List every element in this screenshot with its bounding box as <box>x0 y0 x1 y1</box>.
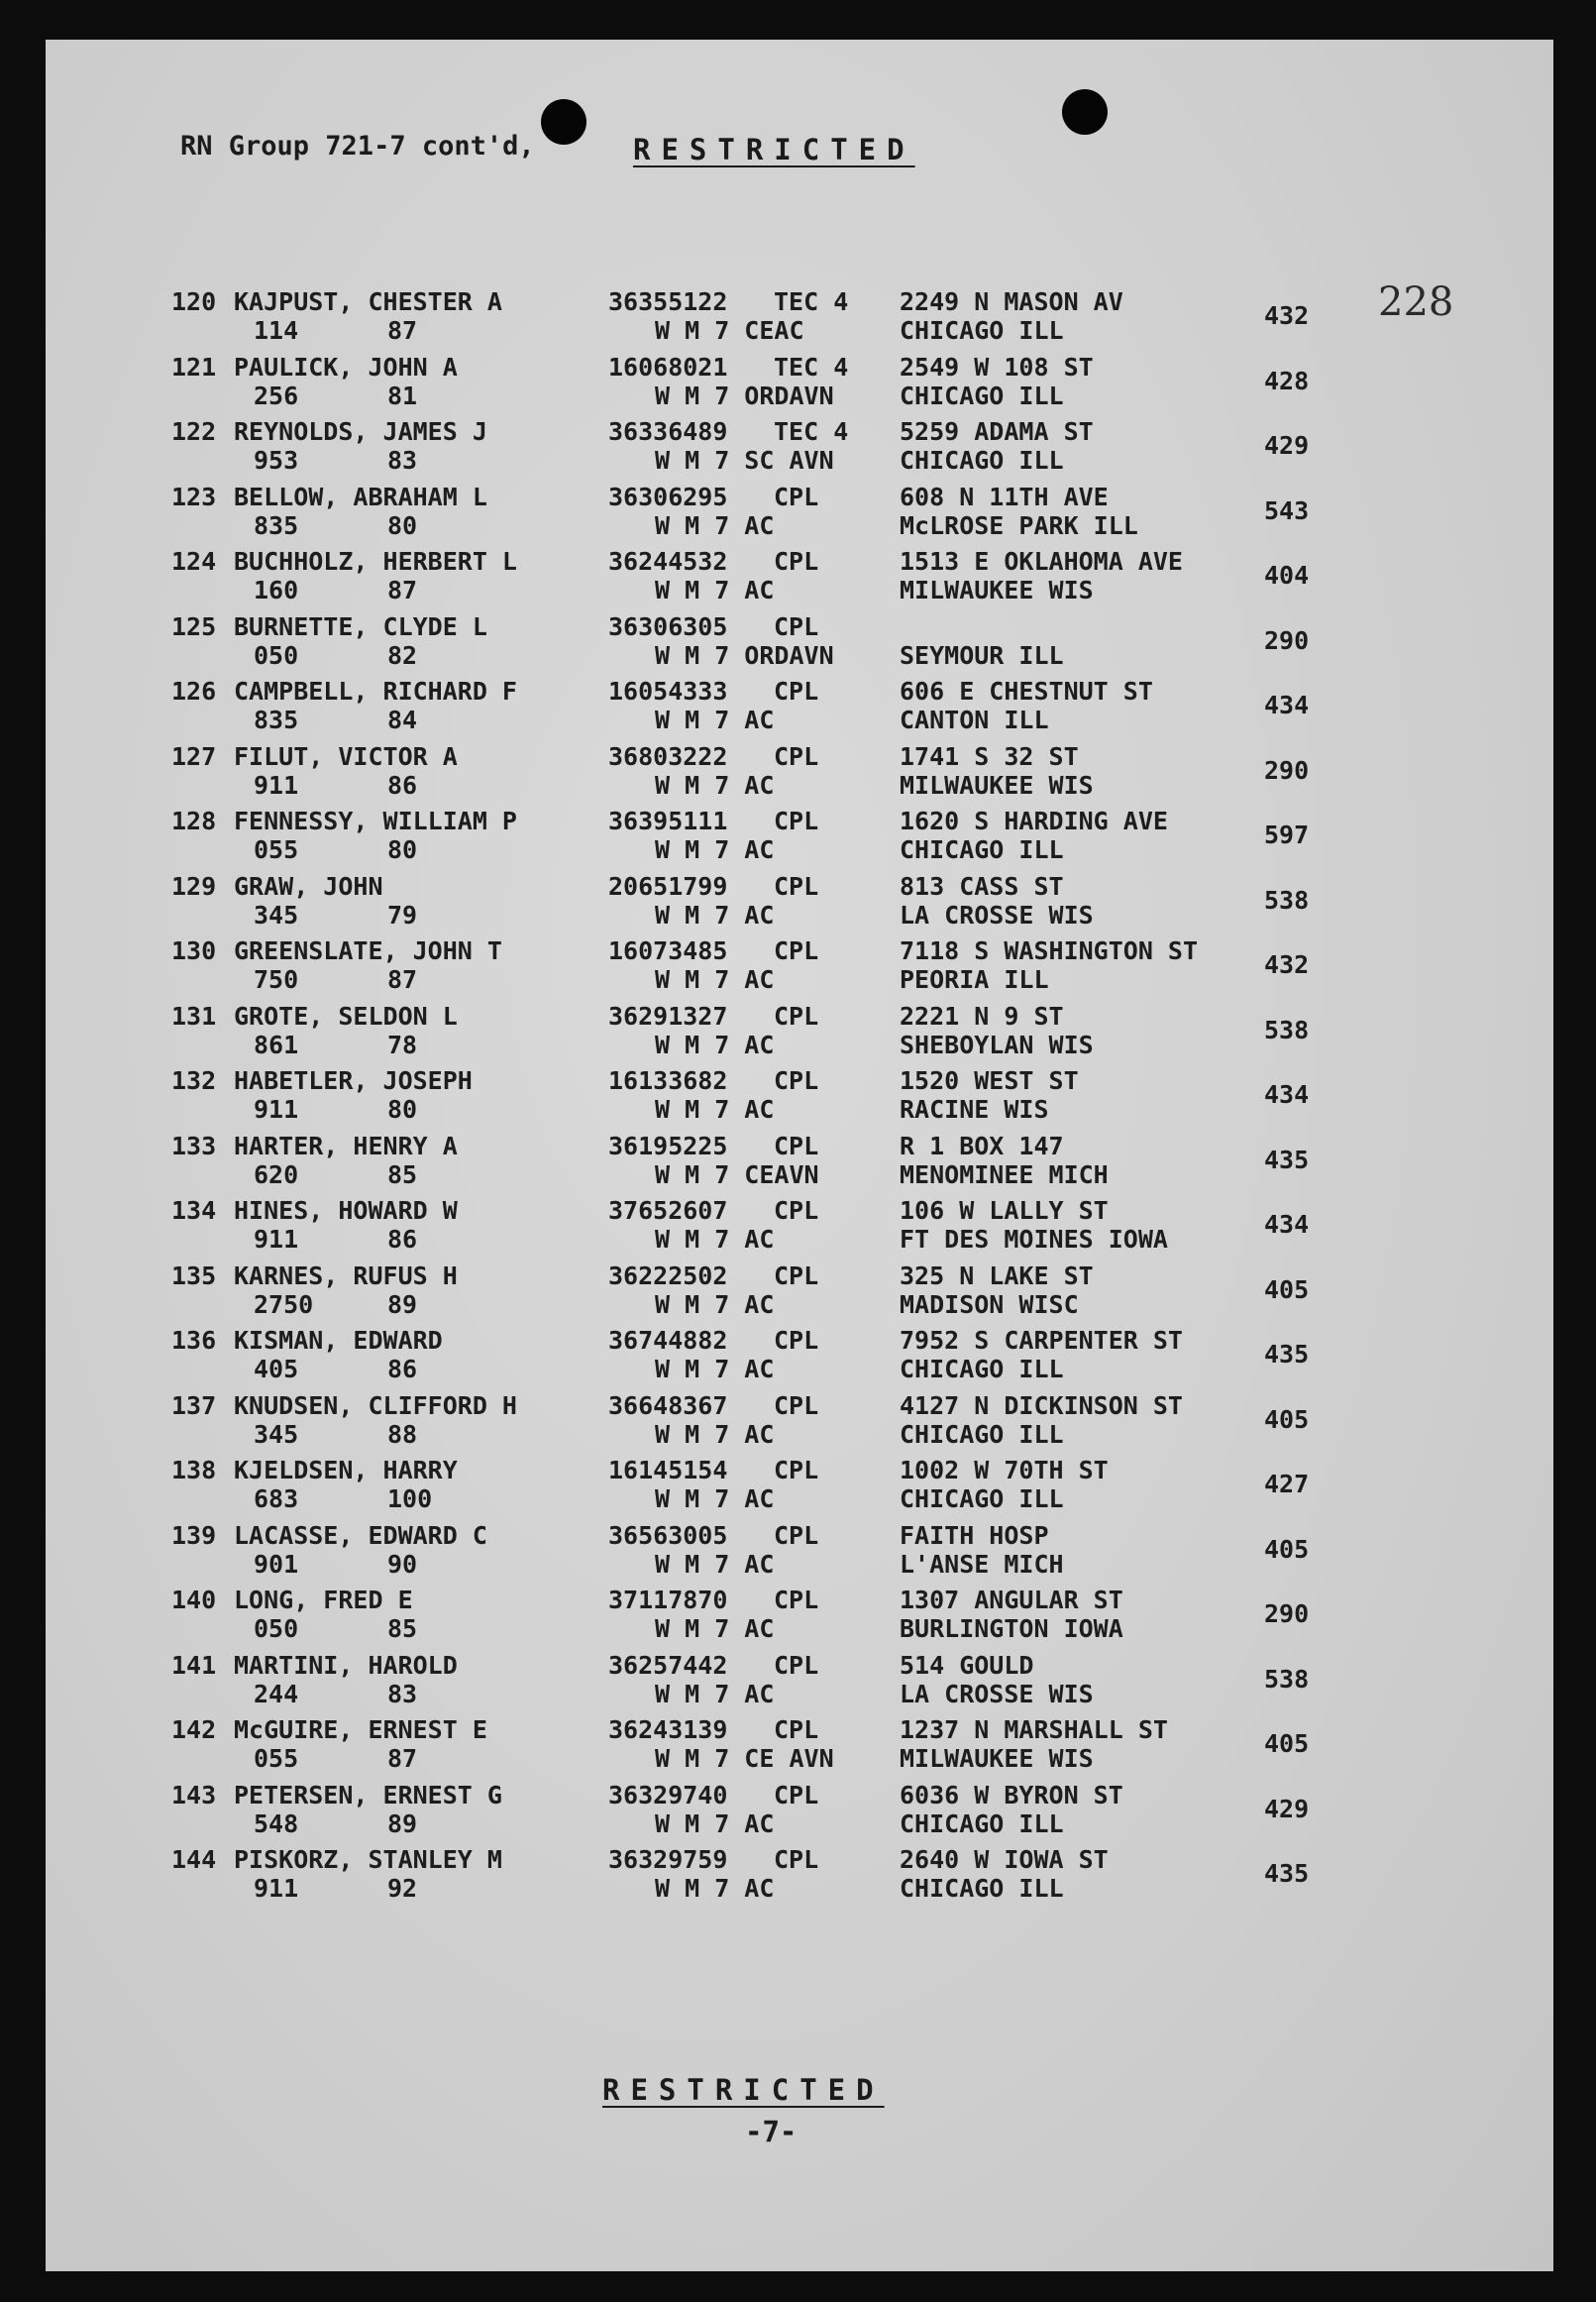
entry-address-line2: SEYMOUR ILL <box>900 640 1064 670</box>
entry-unit: W M 7 SC AVN <box>655 446 834 475</box>
entry-code-b: 85 <box>387 1159 418 1189</box>
entry-number: 139 <box>171 1520 217 1550</box>
entry-address-line2: BURLINGTON IOWA <box>900 1614 1123 1643</box>
entry-name: KISMAN, EDWARD <box>234 1326 443 1355</box>
entry-address-line1: 2640 W IOWA ST <box>900 1845 1109 1874</box>
entry-code-a: 114 <box>254 316 299 345</box>
entry-number: 142 <box>171 1715 217 1744</box>
entry-serial: 36355122 <box>608 287 728 316</box>
entry-code-a: 953 <box>254 446 299 475</box>
classification-header: RESTRICTED <box>633 133 915 166</box>
entry-address-line1: 106 W LALLY ST <box>900 1196 1109 1225</box>
entry-rank: CPL <box>774 547 819 576</box>
entry-name: KARNES, RUFUS H <box>234 1261 458 1290</box>
entry-code: 290 <box>1264 755 1310 785</box>
entry-address-line2: MILWAUKEE WIS <box>900 770 1094 800</box>
entry-code-a: 345 <box>254 900 299 930</box>
entry-code-a: 050 <box>254 640 299 670</box>
entry-number: 144 <box>171 1845 217 1874</box>
entry-name: LONG, FRED E <box>234 1586 413 1614</box>
list-item <box>46 1002 1553 1067</box>
entry-number: 124 <box>171 547 217 576</box>
entry-unit: W M 7 AC <box>655 1549 775 1579</box>
list-item <box>46 1781 1553 1846</box>
entry-code: 405 <box>1264 1729 1310 1758</box>
entry-number: 122 <box>171 417 217 446</box>
entry-rank: CPL <box>774 611 819 641</box>
entry-unit: W M 7 AC <box>655 1614 775 1643</box>
entry-serial: 20651799 <box>608 871 728 901</box>
entry-number: 140 <box>171 1586 217 1614</box>
entry-number: 128 <box>171 807 217 835</box>
entry-unit: W M 7 ORDAVN <box>655 640 834 670</box>
entry-serial: 16133682 <box>608 1066 728 1095</box>
entry-code: 543 <box>1264 495 1310 525</box>
entry-address-line1: 5259 ADAMA ST <box>900 417 1094 446</box>
entry-code-b: 81 <box>387 381 418 410</box>
entry-unit: W M 7 AC <box>655 1484 775 1513</box>
entry-code-a: 2750 <box>254 1289 314 1319</box>
entry-unit: W M 7 AC <box>655 1355 775 1383</box>
group-header: RN Group 721-7 cont'd, <box>180 131 535 162</box>
entry-code-b: 86 <box>387 770 418 800</box>
entry-address-line2: CHICAGO ILL <box>900 1874 1064 1903</box>
entry-code: 435 <box>1264 1340 1310 1369</box>
entry-address-line1: 6036 W BYRON ST <box>900 1780 1123 1809</box>
entry-serial: 36306305 <box>608 611 728 641</box>
entry-unit: W M 7 CE AVN <box>655 1744 834 1773</box>
list-item <box>46 1456 1553 1521</box>
entry-name: REYNOLDS, JAMES J <box>234 417 487 446</box>
entry-name: FENNESSY, WILLIAM P <box>234 807 517 835</box>
list-item <box>46 483 1553 548</box>
entry-code-b: 79 <box>387 900 418 930</box>
entry-address-line1: 325 N LAKE ST <box>900 1261 1094 1290</box>
entry-serial: 16073485 <box>608 936 728 965</box>
entry-number: 132 <box>171 1066 217 1095</box>
entry-name: CAMPBELL, RICHARD F <box>234 677 517 706</box>
entry-address-line2: LA CROSSE WIS <box>900 900 1094 930</box>
list-item <box>46 1845 1553 1911</box>
entry-code-b: 82 <box>387 640 418 670</box>
entry-name: KNUDSEN, CLIFFORD H <box>234 1390 517 1420</box>
entry-address-line1: 7952 S CARPENTER ST <box>900 1326 1183 1355</box>
entry-code-b: 89 <box>387 1289 418 1319</box>
entry-address-line1: 1307 ANGULAR ST <box>900 1586 1123 1614</box>
entry-address-line2: PEORIA ILL <box>900 965 1049 994</box>
entry-address-line1: 514 GOULD <box>900 1650 1034 1680</box>
list-item <box>46 1066 1553 1132</box>
entry-rank: CPL <box>774 1586 819 1614</box>
entry-number: 129 <box>171 871 217 901</box>
entry-serial: 36243139 <box>608 1715 728 1744</box>
entry-rank: CPL <box>774 1001 819 1031</box>
entry-address-line1: 2221 N 9 ST <box>900 1001 1064 1031</box>
entry-name: PETERSEN, ERNEST G <box>234 1780 502 1809</box>
entry-address-line2: L'ANSE MICH <box>900 1549 1064 1579</box>
classification-footer: RESTRICTED <box>602 2073 885 2107</box>
entry-serial: 16145154 <box>608 1456 728 1484</box>
entry-name: PAULICK, JOHN A <box>234 352 458 382</box>
entry-address-line1: 1620 S HARDING AVE <box>900 807 1168 835</box>
entry-code: 538 <box>1264 1015 1310 1044</box>
entry-code-a: 911 <box>254 1874 299 1903</box>
entry-code: 538 <box>1264 1664 1310 1694</box>
entry-rank: CPL <box>774 1261 819 1290</box>
entry-unit: W M 7 AC <box>655 965 775 994</box>
entry-code-a: 405 <box>254 1355 299 1383</box>
entry-name: GROTE, SELDON L <box>234 1001 458 1031</box>
entry-address-line2: SHEBOYLAN WIS <box>900 1030 1094 1059</box>
entry-name: BELLOW, ABRAHAM L <box>234 482 487 511</box>
entry-number: 120 <box>171 287 217 316</box>
list-item <box>46 1651 1553 1716</box>
entry-code: 597 <box>1264 821 1310 849</box>
entry-address-line1: 813 CASS ST <box>900 871 1064 901</box>
entry-rank: CPL <box>774 1715 819 1744</box>
entry-code: 429 <box>1264 431 1310 460</box>
entry-rank: CPL <box>774 807 819 835</box>
entry-address-line2: FT DES MOINES IOWA <box>900 1225 1168 1254</box>
list-item <box>46 353 1553 418</box>
entry-code-b: 85 <box>387 1614 418 1643</box>
entry-code-a: 835 <box>254 510 299 540</box>
entry-code-b: 87 <box>387 316 418 345</box>
entry-name: LACASSE, EDWARD C <box>234 1520 487 1550</box>
list-item <box>46 677 1553 742</box>
entry-address-line2: CHICAGO ILL <box>900 446 1064 475</box>
entry-serial: 36306295 <box>608 482 728 511</box>
entry-serial: 16054333 <box>608 677 728 706</box>
entry-code-a: 345 <box>254 1419 299 1449</box>
entry-address-line1: 1520 WEST ST <box>900 1066 1079 1095</box>
entry-address-line1: 2249 N MASON AV <box>900 287 1123 316</box>
entry-code-b: 83 <box>387 446 418 475</box>
entry-serial: 36803222 <box>608 741 728 771</box>
entry-code: 405 <box>1264 1274 1310 1304</box>
entry-rank: CPL <box>774 1326 819 1355</box>
list-item <box>46 1521 1553 1587</box>
entry-serial: 16068021 <box>608 352 728 382</box>
entry-address-line2: CHICAGO ILL <box>900 1419 1064 1449</box>
entry-code-a: 055 <box>254 1744 299 1773</box>
entry-code-b: 80 <box>387 510 418 540</box>
entry-address-line2: MADISON WISC <box>900 1289 1079 1319</box>
entry-code-b: 89 <box>387 1809 418 1838</box>
entry-unit: W M 7 AC <box>655 1095 775 1124</box>
list-item <box>46 936 1553 1002</box>
entry-unit: W M 7 AC <box>655 576 775 604</box>
entry-unit: W M 7 CEAC <box>655 316 804 345</box>
entry-code: 432 <box>1264 301 1310 330</box>
entry-code-a: 244 <box>254 1679 299 1708</box>
entry-serial: 36222502 <box>608 1261 728 1290</box>
entry-number: 135 <box>171 1261 217 1290</box>
entry-unit: W M 7 AC <box>655 1419 775 1449</box>
entry-unit: W M 7 AC <box>655 1874 775 1903</box>
entry-rank: CPL <box>774 936 819 965</box>
list-item <box>46 1326 1553 1391</box>
entry-serial: 36257442 <box>608 1650 728 1680</box>
entry-serial: 37117870 <box>608 1586 728 1614</box>
entry-address-line2: CHICAGO ILL <box>900 1355 1064 1383</box>
entry-serial: 36563005 <box>608 1520 728 1550</box>
entry-code-b: 88 <box>387 1419 418 1449</box>
punch-hole-right <box>1062 89 1108 135</box>
entry-code-b: 86 <box>387 1225 418 1254</box>
entry-name: BURNETTE, CLYDE L <box>234 611 487 641</box>
entry-address-line1: 2549 W 108 ST <box>900 352 1094 382</box>
entry-address-line2: MILWAUKEE WIS <box>900 576 1094 604</box>
entry-number: 121 <box>171 352 217 382</box>
entry-code-a: 620 <box>254 1159 299 1189</box>
entry-address-line2: CHICAGO ILL <box>900 381 1064 410</box>
entry-unit: W M 7 AC <box>655 770 775 800</box>
entry-serial: 36329740 <box>608 1780 728 1809</box>
entry-number: 130 <box>171 936 217 965</box>
entry-code-b: 83 <box>387 1679 418 1708</box>
entry-code-b: 87 <box>387 965 418 994</box>
entry-code-a: 835 <box>254 706 299 734</box>
entry-address-line1: 608 N 11TH AVE <box>900 482 1109 511</box>
page-footer-number: -7- <box>745 2115 798 2148</box>
entry-rank: TEC 4 <box>774 417 849 446</box>
entry-code-b: 87 <box>387 1744 418 1773</box>
entry-name: BUCHHOLZ, HERBERT L <box>234 547 517 576</box>
entry-address-line2: MENOMINEE MICH <box>900 1159 1109 1189</box>
entry-rank: CPL <box>774 677 819 706</box>
entry-number: 138 <box>171 1456 217 1484</box>
entry-name: FILUT, VICTOR A <box>234 741 458 771</box>
entry-number: 134 <box>171 1196 217 1225</box>
entry-number: 143 <box>171 1780 217 1809</box>
entry-name: KJELDSEN, HARRY <box>234 1456 458 1484</box>
entry-address-line1: 4127 N DICKINSON ST <box>900 1390 1183 1420</box>
entry-rank: TEC 4 <box>774 352 849 382</box>
entry-code-b: 86 <box>387 1355 418 1383</box>
entry-address-line1: 1237 N MARSHALL ST <box>900 1715 1168 1744</box>
entry-number: 141 <box>171 1650 217 1680</box>
entry-code: 432 <box>1264 950 1310 979</box>
entry-unit: W M 7 AC <box>655 510 775 540</box>
entry-rank: CPL <box>774 1520 819 1550</box>
entry-unit: W M 7 AC <box>655 1809 775 1838</box>
entry-rank: CPL <box>774 871 819 901</box>
entry-code-a: 911 <box>254 1095 299 1124</box>
entry-unit: W M 7 AC <box>655 835 775 864</box>
entry-name: HABETLER, JOSEPH <box>234 1066 473 1095</box>
entry-unit: W M 7 AC <box>655 1225 775 1254</box>
entry-code-a: 861 <box>254 1030 299 1059</box>
entry-code-b: 90 <box>387 1549 418 1579</box>
entry-name: KAJPUST, CHESTER A <box>234 287 502 316</box>
entry-code: 290 <box>1264 625 1310 655</box>
entry-rank: CPL <box>774 1066 819 1095</box>
entry-code-a: 911 <box>254 770 299 800</box>
entry-code: 538 <box>1264 885 1310 915</box>
punch-hole-left <box>541 99 586 145</box>
entry-serial: 36329759 <box>608 1845 728 1874</box>
entry-serial: 36744882 <box>608 1326 728 1355</box>
entry-code-b: 92 <box>387 1874 418 1903</box>
list-item <box>46 872 1553 937</box>
entry-name: McGUIRE, ERNEST E <box>234 1715 487 1744</box>
entry-code-a: 160 <box>254 576 299 604</box>
entry-rank: CPL <box>774 1845 819 1874</box>
entry-number: 125 <box>171 611 217 641</box>
entry-serial: 36291327 <box>608 1001 728 1031</box>
list-item <box>46 1586 1553 1651</box>
entry-code-a: 256 <box>254 381 299 410</box>
entry-name: MARTINI, HAROLD <box>234 1650 458 1680</box>
entry-address-line2: CHICAGO ILL <box>900 1809 1064 1838</box>
entry-address-line1: FAITH HOSP <box>900 1520 1049 1550</box>
entry-address-line2: McLROSE PARK ILL <box>900 510 1138 540</box>
entry-address-line2: CHICAGO ILL <box>900 316 1064 345</box>
entry-serial: 36244532 <box>608 547 728 576</box>
entry-code: 405 <box>1264 1404 1310 1434</box>
entry-rank: TEC 4 <box>774 287 849 316</box>
entry-rank: CPL <box>774 1780 819 1809</box>
entry-rank: CPL <box>774 1650 819 1680</box>
entry-number: 137 <box>171 1390 217 1420</box>
list-item <box>46 417 1553 483</box>
entry-code-a: 901 <box>254 1549 299 1579</box>
entry-name: HARTER, HENRY A <box>234 1131 458 1160</box>
entry-address-line2: CHICAGO ILL <box>900 1484 1064 1513</box>
entry-code-a: 750 <box>254 965 299 994</box>
entry-code: 434 <box>1264 1080 1310 1109</box>
entry-serial: 36336489 <box>608 417 728 446</box>
page-number-stamp: 228 <box>1378 279 1454 325</box>
entry-number: 133 <box>171 1131 217 1160</box>
entry-address-line1: R 1 BOX 147 <box>900 1131 1064 1160</box>
entry-serial: 36395111 <box>608 807 728 835</box>
entry-code: 427 <box>1264 1470 1310 1498</box>
list-item <box>46 1196 1553 1261</box>
entry-address-line1: 1002 W 70TH ST <box>900 1456 1109 1484</box>
entry-rank: CPL <box>774 1456 819 1484</box>
list-item <box>46 742 1553 808</box>
entry-number: 136 <box>171 1326 217 1355</box>
entry-address-line2: CANTON ILL <box>900 706 1049 734</box>
entry-code-b: 87 <box>387 576 418 604</box>
entry-code: 404 <box>1264 561 1310 590</box>
list-item <box>46 1715 1553 1781</box>
entry-address-line1: 7118 S WASHINGTON ST <box>900 936 1199 965</box>
entry-unit: W M 7 CEAVN <box>655 1159 819 1189</box>
entry-name: PISKORZ, STANLEY M <box>234 1845 502 1874</box>
list-item <box>46 612 1553 678</box>
entry-rank: CPL <box>774 1390 819 1420</box>
entry-name: HINES, HOWARD W <box>234 1196 458 1225</box>
entry-rank: CPL <box>774 482 819 511</box>
entry-code: 290 <box>1264 1599 1310 1628</box>
entry-code: 429 <box>1264 1794 1310 1823</box>
list-item <box>46 287 1553 353</box>
entry-serial: 36648367 <box>608 1390 728 1420</box>
list-item <box>46 1132 1553 1197</box>
entry-code-a: 055 <box>254 835 299 864</box>
entry-code-a: 050 <box>254 1614 299 1643</box>
entry-unit: W M 7 AC <box>655 900 775 930</box>
entry-unit: W M 7 ORDAVN <box>655 381 834 410</box>
entry-rank: CPL <box>774 741 819 771</box>
entry-address-line1: 606 E CHESTNUT ST <box>900 677 1153 706</box>
entry-code-a: 548 <box>254 1809 299 1838</box>
entry-serial: 37652607 <box>608 1196 728 1225</box>
entry-code-b: 100 <box>387 1484 433 1513</box>
entry-rank: CPL <box>774 1131 819 1160</box>
entry-address-line2: LA CROSSE WIS <box>900 1679 1094 1708</box>
list-item <box>46 1261 1553 1327</box>
entry-name: GREENSLATE, JOHN T <box>234 936 502 965</box>
entry-unit: W M 7 AC <box>655 1030 775 1059</box>
list-item <box>46 807 1553 872</box>
entry-code-b: 80 <box>387 1095 418 1124</box>
entry-address-line1: 1741 S 32 ST <box>900 741 1079 771</box>
document-page <box>46 40 1553 2271</box>
entry-code-a: 911 <box>254 1225 299 1254</box>
entry-address-line2: CHICAGO ILL <box>900 835 1064 864</box>
entry-code: 434 <box>1264 1210 1310 1239</box>
entry-rank: CPL <box>774 1196 819 1225</box>
entry-unit: W M 7 AC <box>655 706 775 734</box>
entry-number: 127 <box>171 741 217 771</box>
list-item <box>46 547 1553 612</box>
entry-code-a: 683 <box>254 1484 299 1513</box>
entry-address-line1: 1513 E OKLAHOMA AVE <box>900 547 1183 576</box>
entry-code: 435 <box>1264 1859 1310 1888</box>
entry-code: 428 <box>1264 366 1310 395</box>
entry-number: 126 <box>171 677 217 706</box>
entry-address-line2: RACINE WIS <box>900 1095 1049 1124</box>
entry-code: 405 <box>1264 1534 1310 1564</box>
entry-code-b: 80 <box>387 835 418 864</box>
entry-unit: W M 7 AC <box>655 1289 775 1319</box>
entry-code: 434 <box>1264 691 1310 719</box>
entry-address-line2: MILWAUKEE WIS <box>900 1744 1094 1773</box>
entry-code-b: 84 <box>387 706 418 734</box>
entry-code-b: 78 <box>387 1030 418 1059</box>
entry-number: 131 <box>171 1001 217 1031</box>
entry-serial: 36195225 <box>608 1131 728 1160</box>
entry-number: 123 <box>171 482 217 511</box>
entry-name: GRAW, JOHN <box>234 871 383 901</box>
list-item <box>46 1391 1553 1457</box>
entry-code: 435 <box>1264 1145 1310 1174</box>
entry-unit: W M 7 AC <box>655 1679 775 1708</box>
